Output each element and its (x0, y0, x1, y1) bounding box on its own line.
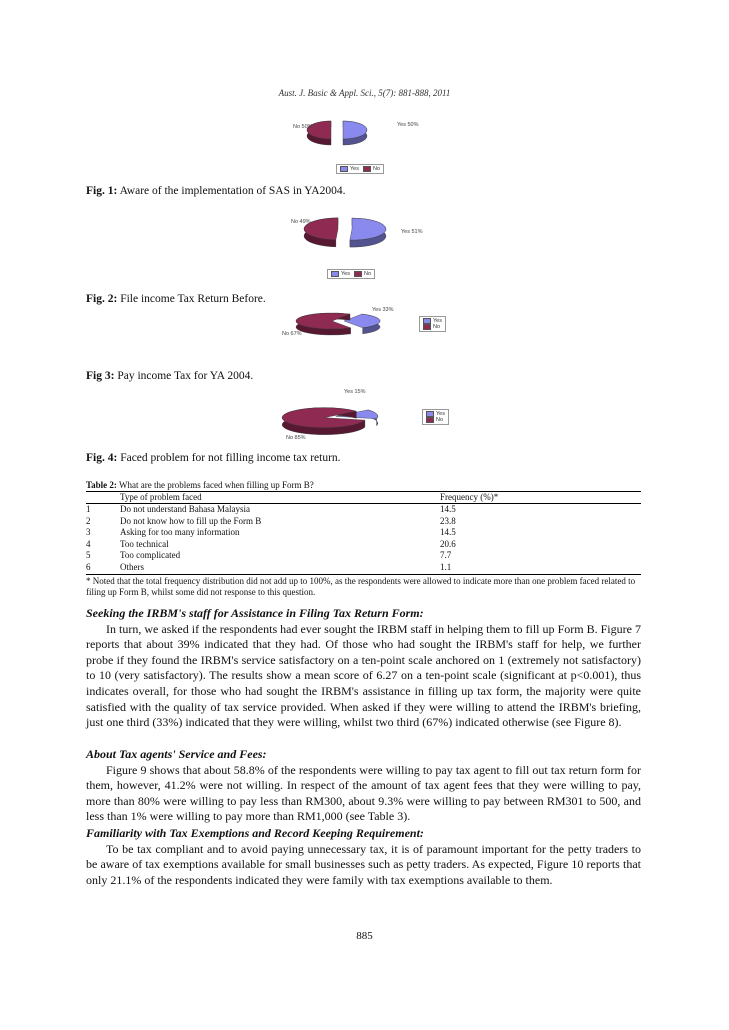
running-header: Aust. J. Basic & Appl. Sci., 5(7): 881-888, 2011 (278, 88, 451, 98)
legend-swatch-yes (331, 271, 339, 277)
table-row: 3 Asking for too many information 14.5 (86, 527, 456, 538)
fig3-legend (419, 316, 446, 332)
fig1-no-label: No 50% (293, 124, 313, 130)
fig4-pie-chart (280, 385, 380, 445)
table-row: 4 Too technical 20.6 (86, 538, 456, 549)
table-2 (86, 480, 641, 599)
section-irbm-assistance (86, 606, 641, 731)
table-caption: Table 2: What are the problems faced when filling up Form B? (86, 480, 314, 490)
col-type-header: Type of problem faced (120, 492, 202, 502)
fig4-legend-yes: Yes (426, 411, 445, 417)
col-no-header (86, 492, 120, 503)
legend-swatch-no (426, 417, 434, 423)
fig3-caption: Fig 3: Pay income Tax for YA 2004. (86, 370, 254, 382)
table-note: * Noted that the total frequency distribution did not add up to 100%, as the respondents were allowed to indicate more than one problem faced related to filing up Form B, whilst some did not response to this question. (86, 575, 636, 598)
table-header-row (86, 492, 641, 504)
section-paragraph: In turn, we asked if the respondents had ever sought the IRBM staff in helping them to fill up Form B. Figure 7 reports that about 39% indicated that they had. Of those who had sought the IRBM's staff for help, we further probe if they found the IRBM's service satisfactory on a ten-point scale anchored on 1 (extremely not satisfactory) to 10 (very satisfactory). The results show a mean score of 6.27 on a ten-point scale (significant at p<0.001), thus indicates overall, for those who had sought the IRBM's assistance in filling up tax form, the majority were quite satisfied with the quality of tax service provided. When asked if they were willing to attend the IRBM's briefing, just one third (33%) indicated that they were willing, whilst two third (67%) indicated otherwise (see Figure 8). (86, 621, 641, 730)
section-title: About Tax agents' Service and Fees: (86, 747, 267, 761)
fig3-no-label: No 67% (282, 331, 302, 337)
fig2-legend (327, 269, 375, 279)
legend-swatch-no (423, 324, 431, 330)
col-freq-header: Frequency (%)* (440, 492, 499, 502)
fig2-pie-chart (285, 213, 425, 259)
fig2-legend-yes: Yes (331, 271, 350, 277)
fig4-yes-label: Yes 15% (344, 389, 366, 395)
fig1-yes-label: Yes 50% (397, 122, 419, 128)
pie-slice-no (282, 408, 365, 428)
fig1-legend-no: No (363, 166, 380, 172)
table-row: 1 Do not understand Bahasa Malaysia 14.5 (86, 504, 456, 514)
section-title: Seeking the IRBM's staff for Assistance in Filing Tax Return Form: (86, 606, 424, 620)
fig4-caption: Fig. 4: Faced problem for not filling income tax return. (86, 452, 341, 464)
table-row: 6 Others 1.1 (86, 561, 452, 572)
fig4-legend-no: No (426, 417, 445, 423)
legend-swatch-no (354, 271, 362, 277)
fig1-legend (336, 164, 384, 174)
section-paragraph: To be tax compliant and to avoid paying unnecessary tax, it is of paramount important for the petty traders to be aware of tax exemptions available for small businesses such as petty traders. As expected, Figure 10 reports that only 21.1% of the respondents indicated they were family with tax exemptions available to them. (86, 841, 641, 887)
legend-swatch-no (363, 166, 371, 172)
fig2-no-label: No 49% (291, 219, 311, 225)
fig3-legend-no: No (423, 324, 442, 330)
legend-swatch-yes (340, 166, 348, 172)
fig4-legend (422, 409, 449, 425)
table-grid (86, 491, 641, 575)
fig1-caption: Fig. 1: Aware of the implementation of SAS in YA2004. (86, 185, 346, 197)
page-number: 885 (356, 930, 373, 942)
table-row: 2 Do not know how to fill up the Form B 23.8 (86, 515, 456, 526)
table-row: 5 Too complicated 7.7 (86, 550, 452, 561)
section-title: Familiarity with Tax Exemptions and Record Keeping Requirement: (86, 826, 424, 840)
fig2-yes-label: Yes 51% (401, 229, 423, 235)
fig2-caption: Fig. 2: File income Tax Return Before. (86, 293, 266, 305)
fig3-yes-label: Yes 33% (372, 307, 394, 313)
fig2-legend-no: No (354, 271, 371, 277)
section-tax-exemptions (86, 826, 641, 888)
section-paragraph: Figure 9 shows that about 58.8% of the respondents were willing to pay tax agent to fill out tax return form for them, however, 41.2% were not willing. In respect of the amount of tax agent fees that they were willing to pay, more than 80% were willing to pay less than RM300, about 9.3% were willing to pay between RM301 to 500, and less than 1% were willing to pay more than RM1,000 (see Table 3). (86, 762, 641, 824)
fig4-no-label: No 85% (286, 435, 306, 441)
fig3-pie-chart (280, 303, 425, 347)
fig3-legend-yes: Yes (423, 318, 442, 324)
section-tax-agents (86, 747, 641, 825)
fig1-legend-yes: Yes (340, 166, 359, 172)
